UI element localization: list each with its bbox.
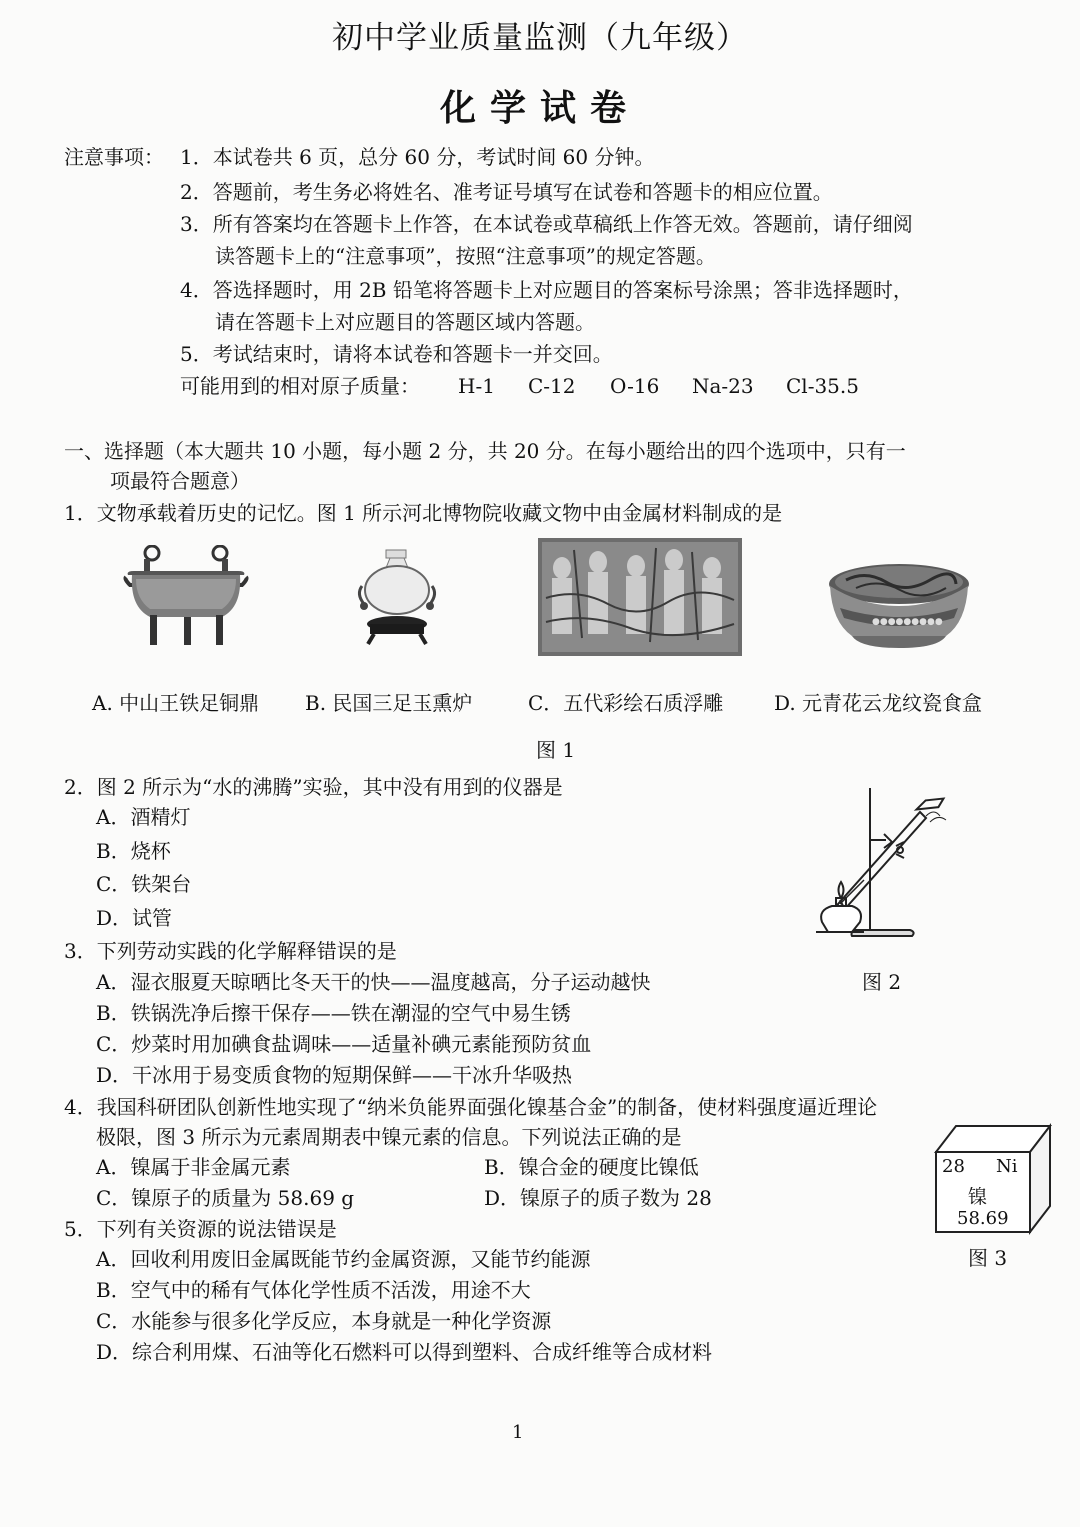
atomic-mass-label: 可能用到的相对原子质量： bbox=[180, 374, 420, 398]
element-atomic-mass: 58.69 bbox=[957, 1208, 1009, 1229]
q1-stem: 1．文物承载着历史的记忆。图 1 所示河北博物院收藏文物中由金属材料制成的是 bbox=[64, 501, 783, 525]
q2-option-c: C．铁架台 bbox=[96, 872, 192, 896]
q4-option-a: A．镍属于非金属元素 bbox=[96, 1155, 291, 1179]
element-symbol: Ni bbox=[996, 1156, 1018, 1177]
notice-item-4-cont: 请在答题卡上对应题目的答题区域内答题。 bbox=[215, 310, 595, 334]
boiling-apparatus-image bbox=[812, 786, 960, 946]
jade-censer-image bbox=[354, 548, 440, 646]
q3-option-b: B．铁锅洗净后擦干保存——铁在潮湿的空气中易生锈 bbox=[96, 1001, 571, 1025]
exam-subject-title: 化学试卷 bbox=[439, 87, 640, 129]
q5-option-d: D．综合利用煤、石油等化石燃料可以得到塑料、合成纤维等合成材料 bbox=[96, 1340, 713, 1364]
section-heading-cont: 项最符合题意） bbox=[110, 469, 250, 493]
figure-3-caption: 图 3 bbox=[968, 1246, 1008, 1270]
q4-option-c: C．镍原子的质量为 58.69 g bbox=[96, 1186, 355, 1210]
q2-option-b: B．烧杯 bbox=[96, 839, 171, 863]
figure-1-caption: 图 1 bbox=[536, 738, 576, 762]
q5-option-c: C．水能参与很多化学反应，本身就是一种化学资源 bbox=[96, 1309, 552, 1333]
q3-option-c: C．炒菜时用加碘食盐调味——适量补碘元素能预防贫血 bbox=[96, 1032, 592, 1056]
notice-item-3-cont: 读答题卡上的“注意事项”，按照“注意事项”的规定答题。 bbox=[215, 244, 716, 268]
q1-option-d: D. 元青花云龙纹瓷食盒 bbox=[774, 691, 983, 715]
page-number: 1 bbox=[512, 1422, 524, 1443]
element-atomic-number: 28 bbox=[942, 1156, 965, 1177]
element-name: 镍 bbox=[968, 1186, 988, 1208]
q1-option-c: C．五代彩绘石质浮雕 bbox=[528, 691, 724, 715]
q1-option-b: B. 民国三足玉熏炉 bbox=[305, 691, 473, 715]
bronze-ding-image bbox=[122, 545, 250, 649]
q4-option-d: D．镍原子的质子数为 28 bbox=[484, 1186, 712, 1210]
stone-relief-image bbox=[538, 538, 742, 656]
q3-option-d: D．干冰用于易变质食物的短期保鲜——干冰升华吸热 bbox=[96, 1063, 573, 1087]
q3-stem: 3．下列劳动实践的化学解释错误的是 bbox=[64, 939, 397, 963]
q2-option-d: D．试管 bbox=[96, 906, 173, 930]
q4-stem: 4．我国科研团队创新性地实现了“纳米负能界面强化镍基合金”的制备，使材料强度逼近理论 bbox=[64, 1095, 878, 1119]
atomic-mass-h: H-1 bbox=[458, 374, 495, 398]
notice-item-1: 1．本试卷共 6 页，总分 60 分，考试时间 60 分钟。 bbox=[180, 145, 655, 169]
atomic-mass-o: O-16 bbox=[610, 374, 660, 398]
q3-option-a: A．湿衣服夏天晾晒比冬天干的快——温度越高，分子运动越快 bbox=[96, 970, 651, 994]
q5-option-a: A．回收利用废旧金属既能节约金属资源，又能节约能源 bbox=[96, 1247, 591, 1271]
q5-option-b: B．空气中的稀有气体化学性质不活泼，用途不大 bbox=[96, 1278, 531, 1302]
section-heading: 一、选择题（本大题共 10 小题，每小题 2 分，共 20 分。在每小题给出的四个选项中，只有一 bbox=[64, 439, 906, 463]
atomic-mass-c: C-12 bbox=[528, 374, 576, 398]
q1-option-a: A. 中山王铁足铜鼎 bbox=[92, 691, 260, 715]
notice-label: 注意事项： bbox=[64, 145, 164, 169]
svg-text:●●●●●●●●●: ●●●●●●●●● bbox=[872, 617, 943, 627]
q4-stem-cont: 极限，图 3 所示为元素周期表中镍元素的信息。下列说法正确的是 bbox=[96, 1125, 682, 1149]
atomic-mass-na: Na-23 bbox=[692, 374, 754, 398]
q2-option-a: A．酒精灯 bbox=[96, 805, 191, 829]
porcelain-box-image bbox=[826, 562, 972, 650]
q2-stem: 2．图 2 所示为“水的沸腾”实验，其中没有用到的仪器是 bbox=[64, 775, 563, 799]
q4-option-b: B．镍合金的硬度比镍低 bbox=[484, 1155, 699, 1179]
q5-stem: 5．下列有关资源的说法错误是 bbox=[64, 1217, 337, 1241]
notice-item-4: 4．答选择题时，用 2B 铅笔将答题卡上对应题目的答案标号涂黑；答非选择题时， bbox=[180, 278, 913, 302]
atomic-mass-cl: Cl-35.5 bbox=[786, 374, 859, 398]
notice-item-2: 2．答题前，考生务必将姓名、准考证号填写在试卷和答题卡的相应位置。 bbox=[180, 180, 833, 204]
notice-item-3: 3．所有答案均在答题卡上作答，在本试卷或草稿纸上作答无效。答题前，请仔细阅 bbox=[180, 212, 913, 236]
figure-2-caption: 图 2 bbox=[862, 970, 902, 994]
exam-header-title: 初中学业质量监测（九年级） bbox=[332, 20, 748, 56]
notice-item-5: 5．考试结束时，请将本试卷和答题卡一并交回。 bbox=[180, 342, 613, 366]
